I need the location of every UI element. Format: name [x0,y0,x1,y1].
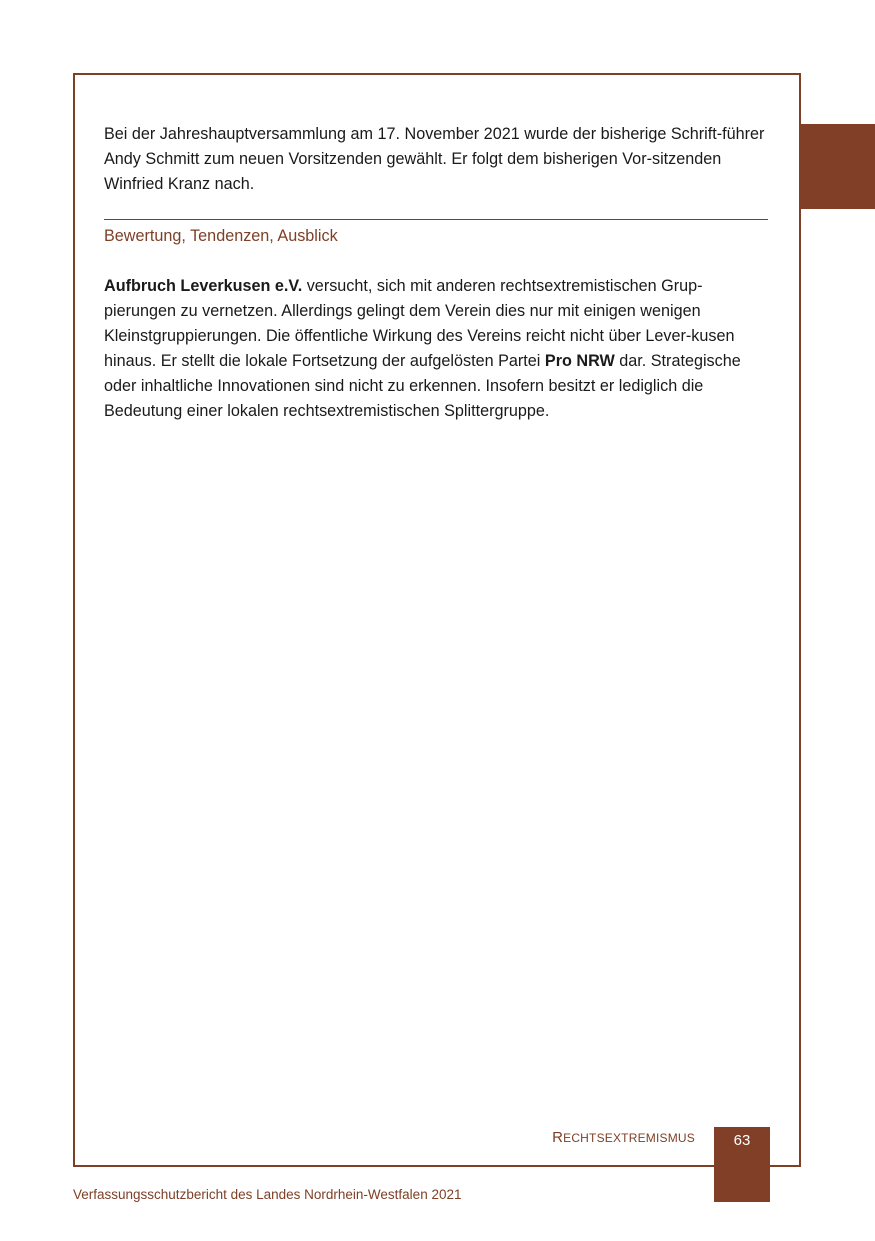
main-content [104,122,768,424]
assessment-text-b: dar. Strategische oder inhaltliche Innovationen sind nicht zu erkennen. Insofern besitzt er lediglich die Bedeutung einer lokalen rechtsextremistischen Splittergruppe. [104,352,741,420]
paragraph-assessment [104,274,768,424]
footer-publication-title: Verfassungsschutzbericht des Landes Nordrhein-Westfalen 2021 [73,1187,462,1202]
assessment-text-a: versucht, sich mit anderen rechtsextremistischen Grup-pierungen zu vernetzen. Allerdings gelingt dem Verein dies nur mit einigen wenigen Kleinstgruppierungen. Die öffentliche Wirkung des Vereins reicht nicht über Lever-kusen hinaus. Er stellt die lokale Fortsetzung der aufgelösten Partei [104,277,735,370]
party-name-bold: Pro NRW [544,352,615,370]
chapter-side-tab [799,124,875,209]
page-number-box [714,1127,770,1202]
chapter-label [552,1129,695,1146]
chapter-label-initial: R [552,1129,564,1146]
org-name-bold: Aufbruch Leverkusen e.V. [104,277,303,295]
section-divider [104,219,768,220]
section-subheading: Bewertung, Tendenzen, Ausblick [104,227,338,245]
paragraph-leadership-change: Bei der Jahreshauptversammlung am 17. November 2021 wurde der bisherige Schrift-führer Andy Schmitt zum neuen Vorsitzenden gewählt. Er folgt dem bisherigen Vor-sitzenden Winfried Kranz nach. [104,125,765,193]
chapter-label-rest: ECHTSEXTREMISMUS [563,1131,695,1145]
page-number: 63 [733,1132,751,1149]
